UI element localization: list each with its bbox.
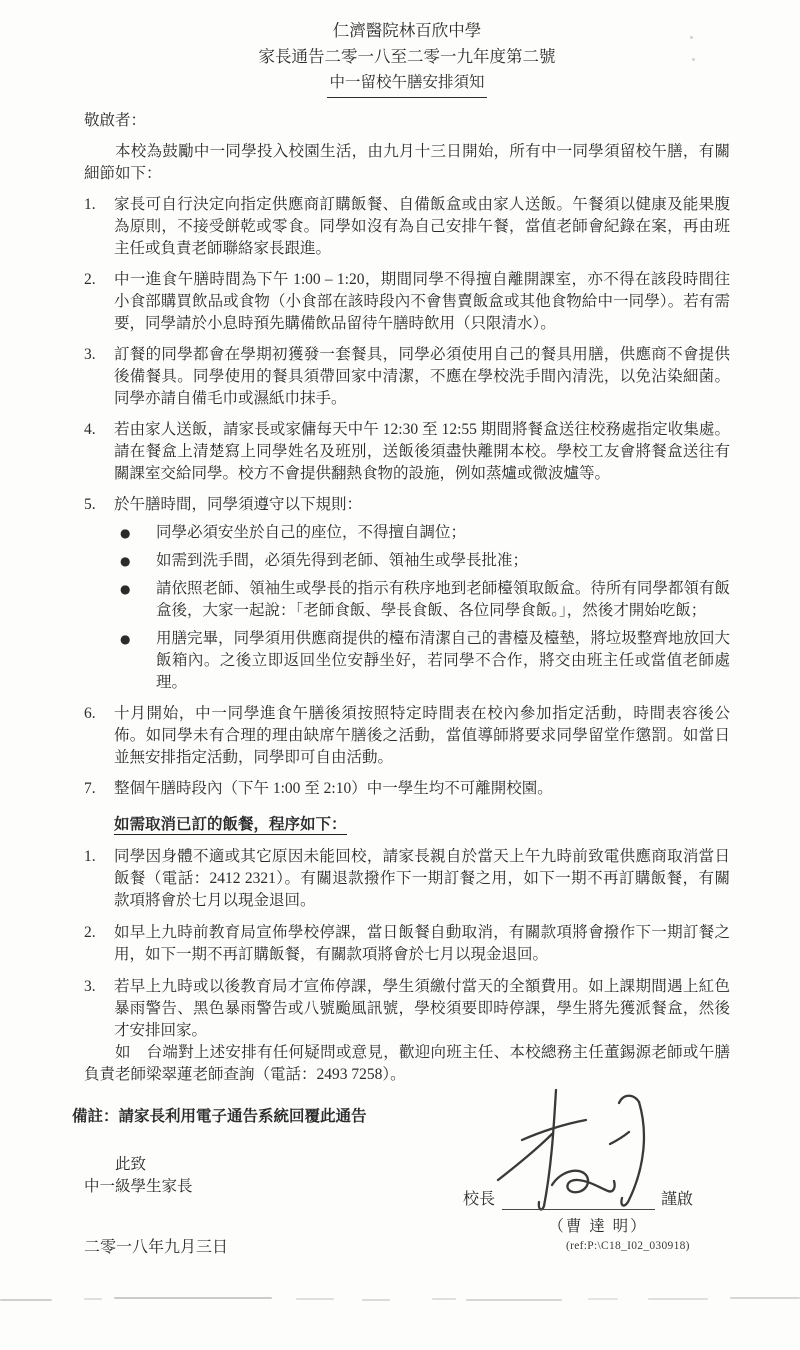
scan-speck xyxy=(692,58,695,61)
scan-smudge xyxy=(84,1298,102,1300)
bullet-dot-icon: ● xyxy=(120,582,131,596)
school-name: 仁濟醫院林百欣中學 xyxy=(332,21,482,40)
scan-smudge xyxy=(114,1297,272,1299)
principal-title-label: 校長 xyxy=(463,1191,496,1208)
item-text: 若早上九時或以後教育局才宣佈停課，學生須繳付當天的全額費用。如上課期間遇上紅色暴雨警告、黑色暴雨警告或八號颱風訊號，學校須要即時停課，學生將先獲派餐盒，然後才安排回家。 xyxy=(114,978,730,1039)
item-number: 6. xyxy=(84,705,96,722)
notice-subject: 中一留校午膳安排須知 xyxy=(327,70,486,98)
item-text: 十月開始，中一同學進食午膳後須按照特定時間表在校內參加指定活動，時間表容後公佈。如同學未有合理的理由缺席午膳後之活動，當值導師將要求同學留堂作懲罰。如當日並無安排指定活動，同學即可自由活動。 xyxy=(114,705,730,766)
item-text: 整個午膳時段內（下午 1:00 至 2:10）中一學生均不可離開校園。 xyxy=(114,780,553,797)
notice-item-4 xyxy=(84,419,730,485)
scan-smudge xyxy=(648,1298,708,1300)
salutation: 敬啟者： xyxy=(84,112,147,129)
scan-smudge xyxy=(432,1298,456,1300)
notice-number: 家長通告二零一八至二零一九年度第二號 xyxy=(258,47,556,66)
intro-paragraph: 本校為鼓勵中一同學投入校園生活，由九月十三日開始，所有中一同學須留校午膳，有關細節如下： xyxy=(84,143,730,182)
notice-item-5 xyxy=(84,494,730,694)
bullet-dot-icon: ● xyxy=(120,554,131,568)
principal-name: （曹 達 明） xyxy=(548,1218,648,1235)
rule-bullet-4 xyxy=(114,628,730,694)
notice-item-2 xyxy=(84,269,730,335)
notice-item-6 xyxy=(84,703,730,769)
bullet-dot-icon: ● xyxy=(120,526,131,540)
notice-item-7 xyxy=(84,778,730,800)
rule-text: 請依照老師、領袖生或學長的指示有秩序地到老師檯領取飯盒。待所有同學都領有飯盒後，大家一起說：「老師食飯、學長食飯、各位同學食飯。」，然後才開始吃飯； xyxy=(156,580,730,619)
address-recipient: 中一級學生家長 xyxy=(84,1178,193,1195)
closing-paragraph: 如 台端對上述安排有任何疑問或意見，歡迎向班主任、本校總務主任董錫源老師或午膳負責老師梁翠蓮老師查詢（電話：2493 7258）。 xyxy=(84,1044,730,1083)
scan-smudge xyxy=(730,1297,800,1299)
item-text: 於午膳時間，同學須遵守以下規則： xyxy=(114,496,363,513)
item-number: 5. xyxy=(84,496,96,513)
notice-subject-row xyxy=(84,70,730,98)
notice-item-3 xyxy=(84,344,730,410)
item-number: 3. xyxy=(84,978,96,995)
item-text: 訂餐的同學都會在學期初獲發一套餐具，同學必須使用自己的餐具用膳，供應商不會提供後備餐具。同學使用的餐具須帶回家中清潔，不應在學校洗手間內清洗，以免沾染細菌。同學亦請自備毛巾或濕紙巾抹手。 xyxy=(114,346,730,407)
remark-line: 備註：請家長利用電子通告系統回覆此通告 xyxy=(72,1108,367,1125)
item-number: 1. xyxy=(84,848,96,865)
notice-date: 二零一八年九月三日 xyxy=(84,1239,229,1256)
scan-speck xyxy=(690,36,693,39)
bullet-dot-icon: ● xyxy=(120,632,131,646)
item-text: 中一進食午膳時間為下午 1:00 – 1:20，期間同學不得擅自離開課室，亦不得在該段時間往小食部購買飲品或食物（小食部在該時段內不會售賣飯盒或其他食物給中一同學）。若有需要，同學請於小息時預先購備飲品留待午膳時飲用（只限清水）。 xyxy=(114,271,730,332)
item-text-with-rules xyxy=(114,494,730,694)
cancellation-item-1 xyxy=(84,846,730,912)
scan-smudge xyxy=(588,1298,618,1300)
reference-number: (ref:P:\C18_I02_030918) xyxy=(566,1240,690,1252)
item-number: 2. xyxy=(84,924,96,941)
signature-line xyxy=(502,1209,655,1210)
rule-text: 用膳完畢，同學須用供應商提供的檯布清潔自己的書檯及檯墊，將垃圾整齊地放回大飯箱內。之後立即返回坐位安靜坐好，若同學不合作，將交由班主任或當值老師處理。 xyxy=(156,630,730,691)
rule-bullet-2 xyxy=(114,550,730,572)
scan-smudge xyxy=(0,1299,52,1301)
item-text: 同學因身體不適或其它原因未能回校，請家長親自於當天上午九時前致電供應商取消當日飯餐（電話：2412 2321）。有關退款撥作下一期訂餐之用，如下一期不再訂購飯餐，有關款項將會於七月以現金退回。 xyxy=(114,848,730,909)
principal-signature-image xyxy=(492,1084,670,1216)
scan-smudge xyxy=(466,1299,562,1301)
scan-smudge xyxy=(362,1299,390,1301)
item-text: 如早上九時前教育局宣佈學校停課，當日飯餐自動取消，有關款項將會撥作下一期訂餐之用，如下一期不再訂購飯餐，有關款項將會於七月以現金退回。 xyxy=(114,924,730,963)
rule-bullet-1 xyxy=(114,522,730,544)
scan-smudge xyxy=(296,1298,334,1300)
cancellation-item-3 xyxy=(84,976,730,1042)
rule-text: 同學必須安坐於自己的座位，不得擅自調位； xyxy=(156,524,467,541)
notice-item-1 xyxy=(84,194,730,260)
item-number: 7. xyxy=(84,780,96,797)
sign-off-label: 謹啟 xyxy=(661,1191,694,1208)
item-number: 2. xyxy=(84,271,96,288)
rule-text: 如需到洗手間，必須先得到老師、領袖生或學長批准； xyxy=(156,552,529,569)
cancellation-heading: 如需取消已訂的飯餐，程序如下： xyxy=(114,816,347,833)
address-closing: 此致 xyxy=(115,1156,147,1173)
cancellation-item-2 xyxy=(84,922,730,966)
item-text: 若由家人送飯，請家長或家傭每天中午 12:30 至 12:55 期間將餐盒送往校務處指定收集處。請在餐盒上清楚寫上同學姓名及班別，送飯後須盡快離開本校。學校工友會將餐盒送往有關課室交給同學。校方不會提供翻熱食物的設施，例如蒸爐或微波爐等。 xyxy=(114,421,730,482)
item-number: 1. xyxy=(84,196,96,213)
item-number: 3. xyxy=(84,346,96,363)
item-number: 4. xyxy=(84,421,96,438)
item-text: 家長可自行決定向指定供應商訂購飯餐、自備飯盒或由家人送飯。午餐須以健康及能果腹為原則，不接受餅乾或零食。同學如沒有為自己安排午餐，當值老師會紀錄在案，再由班主任或負責老師聯絡家長跟進。 xyxy=(114,196,730,257)
rule-bullet-3 xyxy=(114,578,730,622)
